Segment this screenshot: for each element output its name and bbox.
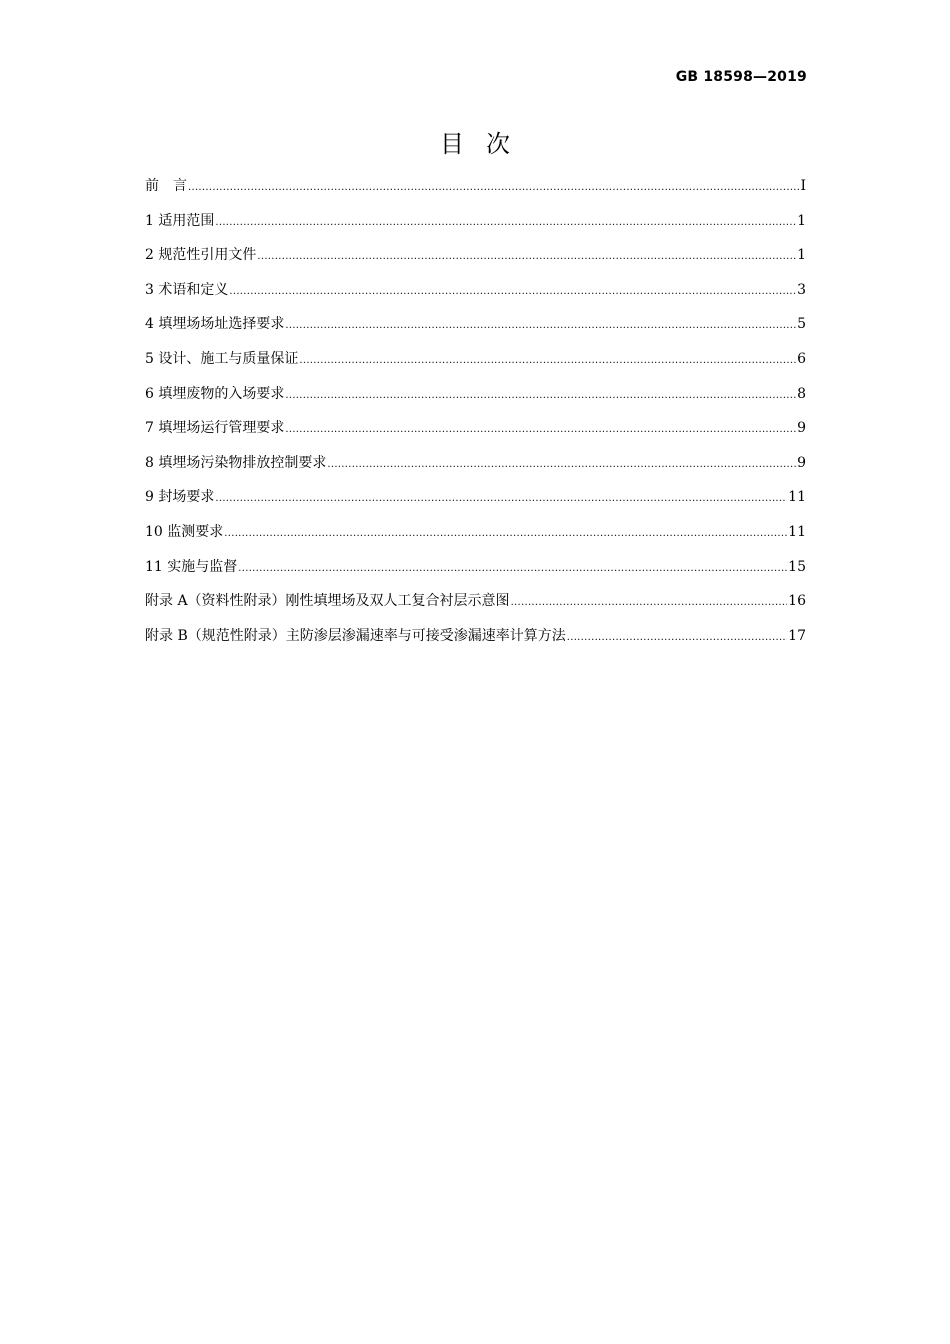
toc-entry-page: 6 bbox=[797, 350, 806, 367]
toc-entry-label: 7 填埋场运行管理要求 bbox=[145, 420, 285, 437]
dot-leader bbox=[299, 351, 796, 371]
toc-entry-page: 3 bbox=[797, 281, 806, 298]
toc-entry-3[interactable] bbox=[145, 280, 806, 315]
toc-entry-1[interactable] bbox=[145, 211, 806, 246]
dot-leader bbox=[188, 178, 799, 198]
dot-leader bbox=[238, 559, 787, 579]
toc-entry-4[interactable] bbox=[145, 314, 806, 349]
toc-entry-label: 附录 B（规范性附录）主防渗层渗漏速率与可接受渗漏速率计算方法 bbox=[145, 627, 566, 644]
toc-entry-page: 5 bbox=[797, 316, 806, 333]
toc-entry-page: 1 bbox=[797, 212, 806, 229]
toc-entry-9[interactable] bbox=[145, 487, 806, 522]
table-of-contents bbox=[145, 176, 806, 660]
toc-entry-page: 11 bbox=[788, 523, 806, 540]
toc-entry-2[interactable] bbox=[145, 245, 806, 280]
toc-entry-label: 前 言 bbox=[145, 178, 187, 194]
dot-leader bbox=[567, 628, 787, 648]
dot-leader bbox=[327, 455, 796, 475]
dot-leader bbox=[511, 593, 788, 613]
toc-entry-page: 11 bbox=[788, 489, 806, 506]
dot-leader bbox=[215, 489, 787, 509]
toc-entry-label: 6 填埋废物的入场要求 bbox=[145, 385, 285, 402]
toc-entry-label: 5 设计、施工与质量保证 bbox=[145, 350, 299, 367]
toc-entry-page: 15 bbox=[788, 558, 806, 575]
toc-entry-page: 9 bbox=[797, 454, 806, 471]
toc-entry-label: 10 监测要求 bbox=[145, 523, 224, 540]
toc-entry-6[interactable] bbox=[145, 384, 806, 419]
toc-entry-label: 2 规范性引用文件 bbox=[145, 247, 257, 264]
toc-entry-label: 9 封场要求 bbox=[145, 489, 215, 506]
dot-leader bbox=[257, 247, 796, 267]
toc-entry-7[interactable] bbox=[145, 418, 806, 453]
toc-entry-page: 9 bbox=[797, 420, 806, 437]
dot-leader bbox=[224, 524, 787, 544]
dot-leader bbox=[285, 316, 796, 336]
toc-entry-label: 附录 A（资料性附录）刚性填埋场及双人工复合衬层示意图 bbox=[145, 593, 510, 610]
toc-entry-label: 1 适用范围 bbox=[145, 212, 215, 229]
toc-entry-5[interactable] bbox=[145, 349, 806, 384]
dot-leader bbox=[285, 420, 796, 440]
standard-code: GB 18598—2019 bbox=[675, 69, 807, 85]
toc-entry-page: I bbox=[800, 178, 806, 194]
toc-entry-appendix-b[interactable] bbox=[145, 626, 806, 661]
toc-entry-11[interactable] bbox=[145, 557, 806, 592]
toc-entry-10[interactable] bbox=[145, 522, 806, 557]
toc-entry-appendix-a[interactable] bbox=[145, 591, 806, 626]
toc-entry-page: 17 bbox=[788, 627, 806, 644]
toc-entry-foreword[interactable] bbox=[145, 176, 806, 211]
toc-entry-label: 4 填埋场场址选择要求 bbox=[145, 316, 285, 333]
page-title: 目次 bbox=[440, 130, 532, 158]
dot-leader bbox=[229, 282, 796, 302]
toc-entry-label: 3 术语和定义 bbox=[145, 281, 229, 298]
toc-entry-page: 8 bbox=[797, 385, 806, 402]
dot-leader bbox=[215, 213, 796, 233]
toc-entry-label: 11 实施与监督 bbox=[145, 558, 238, 575]
toc-entry-page: 16 bbox=[788, 593, 806, 610]
toc-entry-label: 8 填埋场污染物排放控制要求 bbox=[145, 454, 327, 471]
toc-entry-page: 1 bbox=[797, 247, 806, 264]
dot-leader bbox=[285, 386, 796, 406]
toc-entry-8[interactable] bbox=[145, 453, 806, 488]
